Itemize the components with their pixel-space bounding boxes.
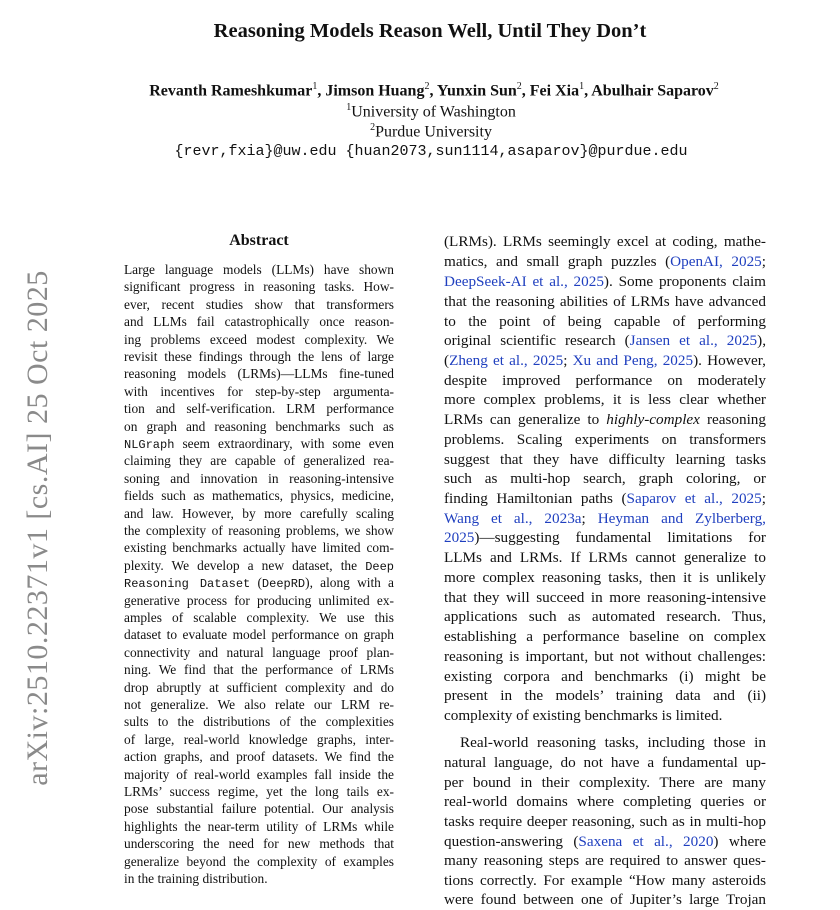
abstract-line: highlights the near-term utility of LRMs while	[124, 818, 394, 834]
abstract-line: claiming they are capable of generalized rea-	[124, 453, 394, 469]
author-list: Revanth Rameshkumar$^1$, Jimson Huang$^2$, Yunxin Sun$^2$, Fei Xia$^1$, Abulhair Saparov$^2$	[149, 81, 719, 100]
abstract-line: the complexity of reasoning problems, we show	[124, 523, 394, 538]
body-line: such as multi-hop search, graph coloring, or	[444, 470, 766, 487]
author-name: Revanth Rameshkumar	[149, 82, 313, 100]
body-line: tions correctly. For example “How many asteroids	[444, 872, 766, 889]
body-line: (Zheng et al., 2025; Xu and Peng, 2025). However,	[444, 352, 766, 369]
abstract-line: dataset to evaluate model performance on graph	[124, 627, 394, 643]
author-emails: {revr,fxia}@uw.edu {huan2073,sun1114,asaparov}@purdue.edu	[174, 143, 688, 160]
body-line: complexity of existing benchmarks is limited.	[444, 707, 723, 724]
abstract-line: pose substantial failure potential. Our analysis	[124, 801, 394, 817]
affiliation-name: University of Washington	[351, 103, 516, 121]
body-line: real-world domains where completing queries or	[444, 793, 766, 810]
body-line: more complex reasoning tasks, then it is unlikely	[444, 569, 766, 586]
citation-link[interactable]: Xu and Peng, 2025	[572, 352, 694, 369]
abstract-line: and law. However, by more carefully scaling	[124, 505, 394, 521]
body-line: matics, and small graph puzzles (OpenAI, 2025;	[444, 253, 767, 270]
abstract-line: with incentives for step-by-step argumenta-	[124, 383, 394, 399]
citation-link[interactable]: OpenAI, 2025	[670, 253, 762, 270]
dataset-name-deep: Deep	[365, 559, 394, 574]
body-line: that they will succeed in more reasoning-intensive	[444, 588, 766, 606]
body-line: reasoning is important, but not without challenges:	[444, 648, 766, 665]
body-line: present in the models’ training data and (ii)	[444, 687, 766, 704]
abstract-heading: Abstract	[229, 232, 289, 249]
abstract-line: of large, real-world knowledge graphs, inter-	[124, 731, 394, 747]
body-line: applications such as automated research. Thus,	[444, 608, 766, 625]
author-affiliation-mark: 2	[516, 81, 522, 92]
arxiv-sidebar-stamp	[16, 269, 60, 786]
author-affiliation-mark: 2	[713, 81, 719, 92]
body-line: question-answering (Saxena et al., 2020) where	[444, 832, 766, 850]
abstract-line: sults to the distributions of the complexities	[124, 714, 394, 730]
abstract-line: ing problems exceed modest complexity. We	[124, 331, 394, 347]
abstract-line: connectivity and natural language proof plan-	[124, 644, 394, 660]
body-line: original scientific research (Jansen et al., 2025),	[444, 332, 766, 349]
abstract-line: not generalize. We also relate our LRM re-	[124, 697, 394, 712]
abstract-line: action graphs, and proof datasets. We find the	[124, 749, 394, 765]
dataset-name-nlgraph: NLGraph	[124, 438, 175, 452]
body-line: per bound in their complexity. There are many	[444, 773, 766, 791]
body-line: that the reasoning abilities of LRMs have advanced	[444, 293, 766, 310]
abstract-line: on graph and reasoning benchmarks such as	[124, 418, 394, 434]
abstract-line: fields such as mathematics, physics, medicine,	[124, 488, 394, 504]
author-name: Fei Xia	[529, 82, 580, 100]
abstract-line: existing benchmarks actually have limited com-	[124, 540, 394, 556]
affiliation-number: 1	[346, 102, 352, 113]
abstract-line: ever, recent studies show that transformers	[124, 296, 394, 312]
body-line: more complex problems, it is less clear whether	[444, 391, 766, 408]
abstract-line: in the training distribution.	[124, 871, 268, 886]
arxiv-identifier: arXiv:2510.22371v1 [cs.AI] 25 Oct 2025	[21, 269, 54, 786]
affiliation-1	[0, 102, 840, 121]
author-affiliation-mark: 1	[579, 81, 585, 92]
citation-link[interactable]: DeepSeek-AI et al., 2025	[444, 273, 604, 290]
body-line: problems. Scaling experiments on transformers	[444, 431, 766, 448]
abstract-line: soning and innovation in reasoning-intensive	[124, 470, 394, 486]
body-line: were found between one of Jupiter’s large Trojan	[444, 891, 766, 908]
citation-link[interactable]: 2025	[444, 529, 475, 546]
abstract-line: drop abruptly at sufficient complexity and do	[124, 679, 394, 695]
body-line: 2025)—suggesting fundamental limitations for	[444, 529, 766, 546]
body-line: LLMs and LRMs. If LRMs cannot generalize to	[444, 549, 766, 566]
abstract-line: ning. We find that the performance of LRMs	[124, 662, 394, 678]
body-line: DeepSeek-AI et al., 2025). Some proponents claim	[444, 273, 766, 290]
abstract-line: amples of scalable complexity. We use this	[124, 610, 394, 625]
abstract-line: LRMs’ success regime, yet the long tails ex-	[124, 784, 394, 799]
abstract-line: tion and self-verification. LRM performance	[124, 401, 394, 417]
paper-title: Reasoning Models Reason Well, Until They Don’t	[213, 20, 647, 42]
body-line: (LRMs). LRMs seemingly excel at coding, mathe-	[444, 233, 766, 250]
body-line: establishing a performance baseline on complex	[444, 628, 766, 645]
body-line: Real-world reasoning tasks, including those in	[460, 734, 766, 751]
author-affiliation-mark: 1	[312, 81, 318, 92]
abstract-line: Reasoning Dataset (DeepRD), along with a	[124, 575, 395, 592]
author-name: Abulhair Saparov	[591, 82, 714, 100]
affiliation-number: 2	[370, 122, 376, 133]
abstract-line: plexity. We develop a new dataset, the Deep	[124, 557, 394, 574]
abstract-line: NLGraph seem extraordinary, with some even	[124, 436, 394, 452]
author-name: Yunxin Sun	[436, 82, 517, 100]
body-line: finding Hamiltonian paths (Saparov et al., 2025;	[444, 490, 766, 507]
dataset-name-deeprd: DeepRD	[261, 577, 306, 592]
body-line: LRMs can generalize to highly-complex reasoning	[444, 411, 766, 428]
abstract-line: reasoning models (LRMs)—LLMs fine-tuned	[124, 366, 394, 382]
citation-link[interactable]: Saparov et al., 2025	[626, 490, 762, 507]
emphasis-text: highly-complex	[606, 411, 700, 428]
abstract-line: generative process for producing unlimited ex-	[124, 592, 394, 608]
citation-link[interactable]: Jansen et al., 2025	[629, 332, 758, 349]
abstract-line: generalize beyond the complexity of examples	[124, 853, 394, 869]
abstract-line: revisit these findings through the lens of large	[124, 349, 394, 364]
abstract-line: and LLMs fail catastrophically once reason-	[124, 314, 394, 330]
citation-link[interactable]: Zheng et al., 2025	[449, 352, 564, 369]
citation-link[interactable]: Heyman and Zylberberg,	[597, 510, 766, 527]
body-line: many reasoning steps are required to answer ques-	[444, 852, 766, 869]
affiliation-2	[0, 122, 840, 141]
dataset-name-reasoning-dataset: Reasoning Dataset	[124, 577, 251, 592]
author-affiliation-mark: 2	[424, 81, 430, 92]
body-line: Wang et al., 2023a; Heyman and Zylberberg,	[444, 510, 766, 527]
body-line: despite improved performance on moderately	[444, 371, 766, 389]
abstract-line: Large language models (LLMs) have shown	[124, 262, 394, 277]
citation-link[interactable]: Saxena et al., 2020	[578, 832, 714, 850]
body-line: tasks require deeper reasoning, such as in multi-hop	[444, 813, 766, 830]
body-line: to the point of being capable of performing	[444, 312, 766, 330]
affiliation-name: Purdue University	[375, 123, 492, 141]
author-name: Jimson Huang	[325, 82, 425, 100]
abstract-line: underscoring the need for new methods that	[124, 836, 394, 852]
citation-link[interactable]: Wang et al., 2023a	[444, 510, 582, 527]
body-line: existing corpora and benchmarks (i) might be	[444, 667, 766, 685]
abstract-line: significant progress in reasoning tasks. How-	[124, 279, 394, 295]
abstract-line: majority of real-world examples fall inside the	[124, 766, 394, 782]
body-line: natural language, do not have a fundamental up-	[444, 754, 766, 771]
body-line: suggest that they have difficulty learning tasks	[444, 450, 766, 468]
